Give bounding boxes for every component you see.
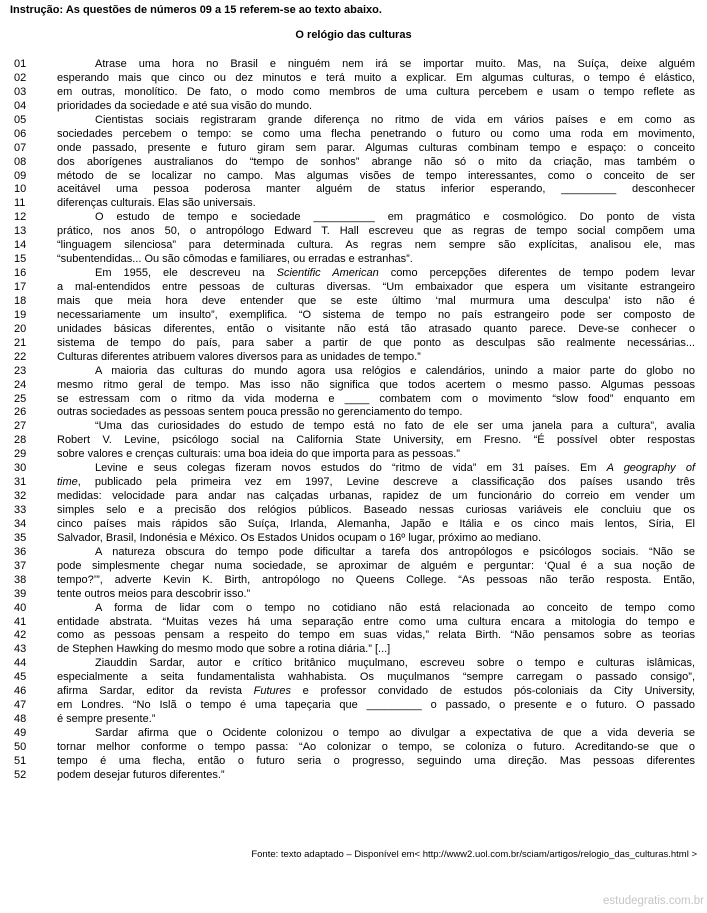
line-text: sociedades percebem o tempo: se como uma flecha penetrando o futuro ou como uma roda em movimento, [57, 127, 695, 140]
line-number: 06 [14, 127, 27, 140]
line-text: Salvador, Brasil, Indonésia e México. Os Estados Unidos ocupam o 16º lugar, próximo ao mediano. [57, 531, 541, 544]
line-number: 01 [14, 58, 27, 70]
source-citation: Fonte: texto adaptado – Disponível em< http://www2.uol.com.br/sciam/artigos/relogio_das_culturas.html > [251, 849, 697, 860]
line-text: prático, nos anos 50, o antropólogo Edward T. Hall escreveu que as regras de tempo social compõem uma [57, 225, 695, 238]
text-line [0, 685, 707, 699]
line-number: 40 [14, 601, 27, 614]
line-number: 12 [14, 211, 27, 224]
line-number: 45 [14, 671, 27, 684]
text-line [0, 183, 707, 197]
line-number: 11 [14, 197, 26, 210]
line-text: sobre valores e crenças culturais: uma boa ideia do que importa para as pessoas.” [57, 448, 460, 461]
text-line [0, 100, 707, 114]
line-text: medidas: velocidade para andar nas calçadas urbanas, rapidez de um funcionário do correio em vender um [57, 490, 695, 503]
text-line [0, 406, 707, 420]
line-number: 23 [14, 364, 27, 377]
line-text: a mal-entendidos entre pessoas de culturas diversas. “Um embaixador que espera um visitante estrangeiro [57, 281, 695, 293]
text-line [0, 616, 707, 630]
text-line [0, 72, 707, 86]
line-text: Cientistas sociais registraram grande diferença no ritmo de vida em vários países e em como as [95, 113, 695, 126]
text-line [0, 86, 707, 100]
line-text: A forma de lidar com o tempo no cotidiano não está relacionada ao conceito de tempo como [95, 601, 695, 614]
text-line [0, 197, 707, 211]
line-text: A natureza obscura do tempo pode dificultar a tarefa dos antropólogos e psicólogos sociais. “Não se [95, 545, 695, 558]
text-line [0, 281, 707, 295]
line-number: 24 [14, 378, 27, 391]
line-text: unidades básicas diferentes, então o visitante não está tão atrasado quanto parece. Deve-se conhecer o [57, 322, 695, 335]
page-title: O relógio das culturas [295, 29, 412, 41]
line-number: 43 [14, 643, 27, 656]
line-text: especialmente a seita fundamentalista wahhabista. Os muçulmanos “sempre carregam o passado consigo”, [57, 671, 695, 684]
line-number: 49 [14, 727, 27, 739]
line-number: 38 [14, 573, 27, 586]
text-line [0, 156, 707, 170]
line-text: cinco países mais rápidos são Suíça, Irlanda, Alemanha, Japão e Itália e os cinco mais lentos, Síria, El [57, 517, 695, 530]
line-text: diferenças culturais. Elas são universais. [57, 197, 256, 210]
text-line [0, 769, 707, 783]
text-line [0, 518, 707, 532]
text-line [0, 114, 707, 128]
text-line [0, 476, 707, 490]
line-number: 31 [14, 476, 27, 489]
line-number: 16 [14, 267, 27, 280]
text-line [0, 657, 707, 671]
text-line [0, 309, 707, 323]
line-text: outras sociedades as pessoas sentem pouca pressão no gerenciamento do tempo. [57, 406, 463, 419]
text-line [0, 574, 707, 588]
text-line [0, 225, 707, 239]
line-number: 10 [14, 183, 27, 196]
line-number: 48 [14, 713, 27, 726]
line-text: podem desejar futuros diferentes.” [57, 768, 225, 781]
text-lines [0, 58, 707, 783]
text-line [0, 602, 707, 616]
line-text: necessariamente um insulto”, exemplifica. “O sistema de tempo no país estrangeiro pode ser composto de [57, 308, 695, 321]
line-text: tempo é uma flecha, então o futuro seria o progresso, seguindo uma direção. Mas pessoas diferentes [57, 754, 695, 767]
line-number: 44 [14, 657, 27, 670]
line-text: Culturas diferentes atribuem valores diversos para as unidades de tempo.” [57, 350, 421, 363]
line-number: 50 [14, 740, 27, 753]
line-number: 46 [14, 685, 27, 698]
text-line [0, 755, 707, 769]
text-line [0, 267, 707, 281]
line-number: 34 [14, 517, 27, 530]
instruction-header: Instrução: As questões de números 09 a 15 referem-se ao texto abaixo. [10, 4, 382, 16]
line-text: tornar melhor conforme o tempo passa: “Ao colonizar o tempo, se coloniza o futuro. Acreditando-se que o [57, 740, 695, 753]
line-text: se estressam com o ritmo da vida moderna e ____ combatem com o movimento “slow food” enquanto em [57, 392, 695, 405]
line-text: método de se localizar no campo. Mas algumas visões de tempo interessantes, como o conceito de ser [57, 169, 695, 182]
watermark: estudegratis.com.br [603, 895, 704, 907]
text-line [0, 588, 707, 602]
line-number: 04 [14, 99, 27, 112]
text-line [0, 643, 707, 657]
line-number: 32 [14, 490, 27, 503]
text-line [0, 671, 707, 685]
line-number: 03 [14, 85, 27, 98]
text-line [0, 58, 707, 72]
line-text: Atrase uma hora no Brasil e ninguém nem irá se importar muito. Mas, na Suíça, deixe alguém [95, 58, 695, 70]
line-number: 14 [14, 239, 27, 252]
line-text: “Uma das curiosidades do estudo de tempo está no fato de ele ser uma janela para a cultura”, avalia [95, 420, 695, 433]
line-number: 51 [14, 754, 27, 767]
line-text: sistema de tempo do país, para saber a partir de que ponto as desculpas são realmente necessárias... [57, 336, 695, 349]
line-text: tempo?’”, adverte Kevin K. Birth, antropólogo no Queens College. “As pessoas não terão resposta. Então, [57, 573, 695, 586]
line-number: 35 [14, 531, 27, 544]
text-line [0, 560, 707, 574]
text-line [0, 323, 707, 337]
text-line [0, 699, 707, 713]
line-number: 25 [14, 392, 27, 405]
line-number: 18 [14, 294, 27, 307]
text-line [0, 337, 707, 351]
text-line [0, 546, 707, 560]
text-line [0, 239, 707, 253]
line-text: Robert V. Levine, psicólogo social na California State University, em Fresno. “É possível obter respostas [57, 434, 695, 447]
text-line [0, 713, 707, 727]
line-text: Em 1955, ele descreveu na Scientific American como percepções diferentes de tempo podem levar [95, 267, 695, 280]
line-number: 15 [14, 253, 27, 266]
line-number: 29 [14, 448, 27, 461]
line-number: 20 [14, 322, 27, 335]
line-number: 27 [14, 420, 27, 433]
line-text: mais que meia hora deve entender que se este último ‘mal murmura uma desculpa’ isto não é [57, 294, 695, 307]
line-text: entidade abstrata. “Muitas vezes há uma separação entre como uma cultura encara a mitologia do tempo e [57, 615, 695, 628]
line-text: Sardar afirma que o Ocidente colonizou o tempo ao divulgar a expectativa de que a vida deveria se [95, 727, 695, 739]
line-text: de Stephen Hawking do mesmo modo que sobre a rotina diária.” [...] [57, 643, 391, 656]
line-number: 19 [14, 308, 27, 321]
line-number: 07 [14, 141, 27, 154]
text-line [0, 379, 707, 393]
line-number: 09 [14, 169, 27, 182]
line-number: 02 [14, 71, 27, 84]
line-number: 47 [14, 699, 27, 712]
line-text: prioridades da sociedade e até sua visão do mundo. [57, 99, 313, 112]
line-text: “linguagem silenciosa” para determinada cultura. As regras nem sempre são explícitas, analisou ele, mas [57, 239, 695, 252]
text-line [0, 170, 707, 184]
line-number: 22 [14, 350, 27, 363]
line-number: 52 [14, 768, 27, 781]
line-text: Levine e seus colegas fizeram novos estudos do “ritmo de vida” em 31 países. Em A geography of [95, 462, 695, 475]
text-line [0, 434, 707, 448]
line-number: 33 [14, 504, 27, 516]
text-line [0, 211, 707, 225]
line-text: simples selo e a precisão dos relógios públicos. Baseado nessas curiosas variáveis ele concluiu que os [57, 504, 695, 516]
line-number: 39 [14, 587, 27, 600]
line-number: 36 [14, 545, 27, 558]
line-text: dos aborígenes australianos do “tempo de sonhos” abrange não só o mito da criação, mas também o [57, 155, 695, 168]
text-line [0, 741, 707, 755]
line-number: 05 [14, 113, 27, 126]
text-line [0, 365, 707, 379]
text-line [0, 393, 707, 407]
line-text: pode simplesmente chegar numa sociedade, se aproximar de alguém e perguntar: ‘Qual é a sua noção de [57, 559, 695, 572]
line-text: O estudo de tempo e sociedade __________ em pragmático e cosmológico. Do ponto de vista [95, 211, 695, 224]
line-number: 08 [14, 155, 27, 168]
text-line [0, 448, 707, 462]
line-text: Ziauddin Sardar, autor e crítico britânico muçulmano, escreveu sobre o tempo e culturas islâmicas, [95, 657, 695, 670]
text-line [0, 490, 707, 504]
line-number: 41 [14, 615, 27, 628]
text-line [0, 727, 707, 741]
line-number: 21 [14, 336, 27, 349]
line-text: onde passado, presente e futuro giram sem parar. Algumas culturas combinam tempo e espaço: o conceito [57, 141, 695, 154]
text-line [0, 420, 707, 434]
line-text: é sempre presente.” [57, 713, 156, 726]
line-text: tente outros meios para descobrir isso.” [57, 587, 251, 600]
line-text: em Londres. “No Islã o tempo é uma tapeçaria que _________ o passado, o presente e o futuro. O passado [57, 699, 695, 712]
text-line [0, 253, 707, 267]
line-text: A maioria das culturas do mundo agora usa relógios e calendários, unindo a maior parte do globo no [95, 364, 695, 377]
line-text: time, publicado pela primeira vez em 1997, Levine descreve a classificação dos países usando três [57, 476, 695, 489]
line-number: 17 [14, 281, 27, 293]
line-text: aceitável uma pessoa poderosa manter alguém de status inferior esperando, _________ desconhecer [57, 183, 695, 196]
text-line [0, 532, 707, 546]
line-text: em outras, monolítico. De fato, o modo como membros de uma cultura percebem e usam o tempo reflete as [57, 85, 695, 98]
line-text: “subentendidas... Ou são cômodas e familiares, ou erradas e estranhas”. [57, 253, 413, 266]
text-line [0, 351, 707, 365]
text-line [0, 504, 707, 518]
line-text: afirma Sardar, editor da revista Futures e professor convidado de estudos pós-coloniais da City University, [57, 685, 695, 698]
text-line [0, 462, 707, 476]
line-number: 28 [14, 434, 27, 447]
line-number: 37 [14, 559, 27, 572]
line-text: mesmo ritmo geral de tempo. Mas isso não significa que todos acertem o mesmo passo. Algumas pessoas [57, 378, 695, 391]
line-number: 26 [14, 406, 27, 419]
line-text: esperando mais que cinco ou dez minutos e terá muito a explicar. Em algumas culturas, o tempo é elástico, [57, 71, 695, 84]
line-number: 30 [14, 462, 27, 475]
text-line [0, 629, 707, 643]
text-line [0, 295, 707, 309]
line-number: 13 [14, 225, 27, 238]
text-line [0, 142, 707, 156]
line-text: como as pessoas pensam a respeito do tempo em suas vidas,” relata Birth. “Não pensamos sobre as teorias [57, 629, 695, 642]
text-line [0, 128, 707, 142]
line-number: 42 [14, 629, 27, 642]
